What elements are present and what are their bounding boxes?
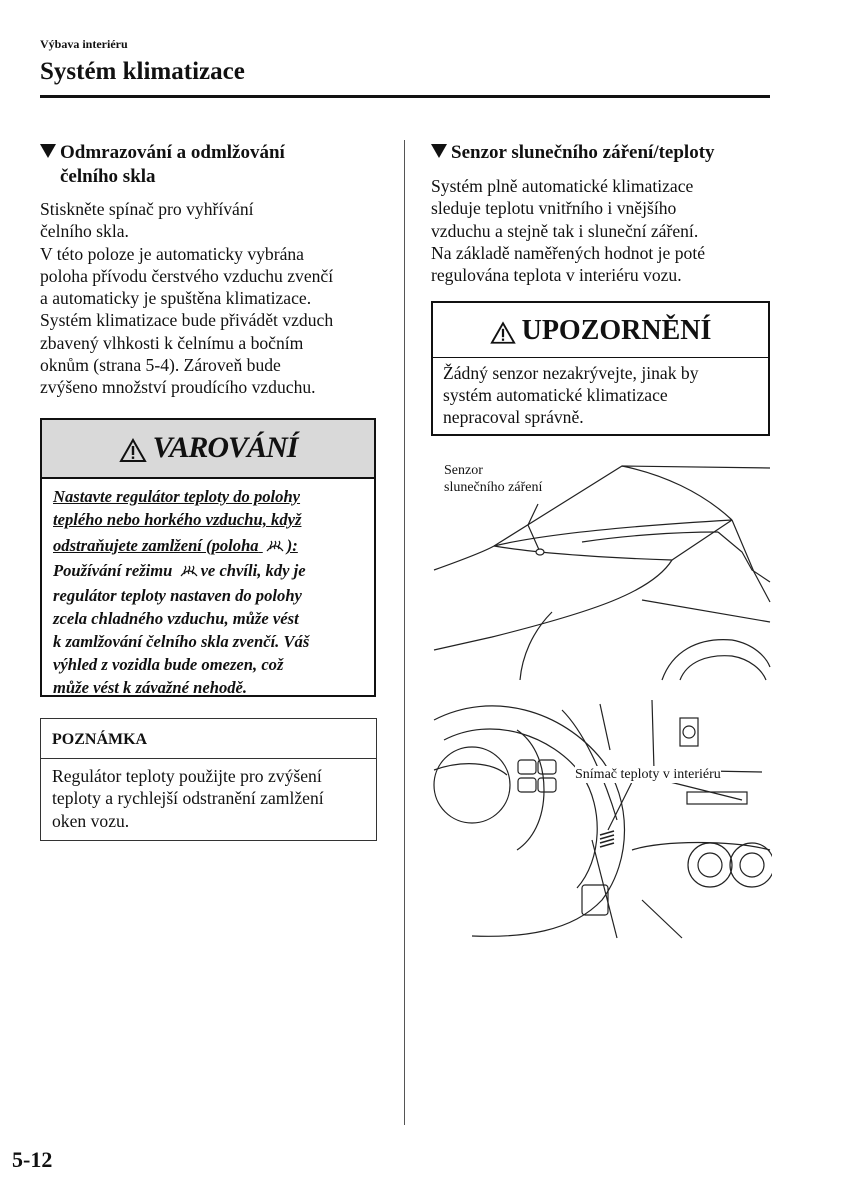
warning-header <box>42 420 374 479</box>
note-box <box>40 718 377 841</box>
note-title: POZNÁMKA <box>41 719 376 759</box>
warning-triangle-icon <box>119 438 147 468</box>
breadcrumb: Výbava interiéru <box>40 37 128 51</box>
caution-header <box>433 303 768 358</box>
title-rule <box>40 95 770 98</box>
car-exterior-illustration <box>432 462 772 682</box>
defrost-icon <box>265 536 285 559</box>
warning-triangle-icon <box>490 321 516 350</box>
caution-box <box>431 301 770 436</box>
page-number: 5-12 <box>12 1147 53 1172</box>
column-divider <box>404 140 405 1125</box>
warning-text: Nastavte regulátor teploty do polohy teplého nebo horkého vzduchu, když odstraňujete zamlžení (poloha ): Používání režimu ve chvíli, kdy je regulátor teploty nastaven do polohy zcela chladného vzduchu, může vést k zamlžování čelního skla zvenčí. Váš výhled z vozidla bude omezen, což může vést k závažné nehodě. <box>53 487 310 697</box>
warning-title: VAROVÁNÍ <box>152 431 298 464</box>
down-triangle-icon <box>40 141 60 165</box>
section-heading-sensor: Senzor slunečního záření/teploty <box>431 141 776 165</box>
sensor-paragraph: Systém plně automatické klimatizace sleduje teplotu vnitřního i vnějšího vzduchu a stejně tak i sluneční záření. Na základě naměřených hodnot je poté regulována teplota v interiéru vozu. <box>431 176 706 286</box>
section-heading-defrost: Odmrazování a odmlžování čelního skla <box>40 141 390 189</box>
caution-text: Žádný senzor nezakrývejte, jinak by systém automatické klimatizace nepracoval správně. <box>443 363 699 427</box>
note-text: Regulátor teploty použijte pro zvýšení teploty a rychlejší odstranění zamlžení oken vozu. <box>52 766 324 831</box>
defrost-icon <box>179 561 199 584</box>
defrost-paragraph: Stiskněte spínač pro vyhřívání čelního skla. V této poloze je automaticky vybrána poloha přívodu čerstvého vzduchu zvenčí a automaticky je spuštěna klimatizace. Systém klimatizace bude přivádět vzduch zbavený vlhkosti k čelnímu a bočním oknům (strana 5-4). Zároveň bude zvýšeno množství proudícího vzduchu. <box>40 199 334 398</box>
caution-title: UPOZORNĚNÍ <box>521 315 712 346</box>
page-title: Systém klimatizace <box>40 58 245 85</box>
warning-box <box>40 418 376 697</box>
interior-temp-sensor-label: Snímač teploty v interiéru <box>575 767 721 782</box>
cockpit-illustration <box>432 700 772 940</box>
solar-sensor-label: Senzor slunečního záření <box>444 463 543 495</box>
down-triangle-icon <box>431 141 451 165</box>
